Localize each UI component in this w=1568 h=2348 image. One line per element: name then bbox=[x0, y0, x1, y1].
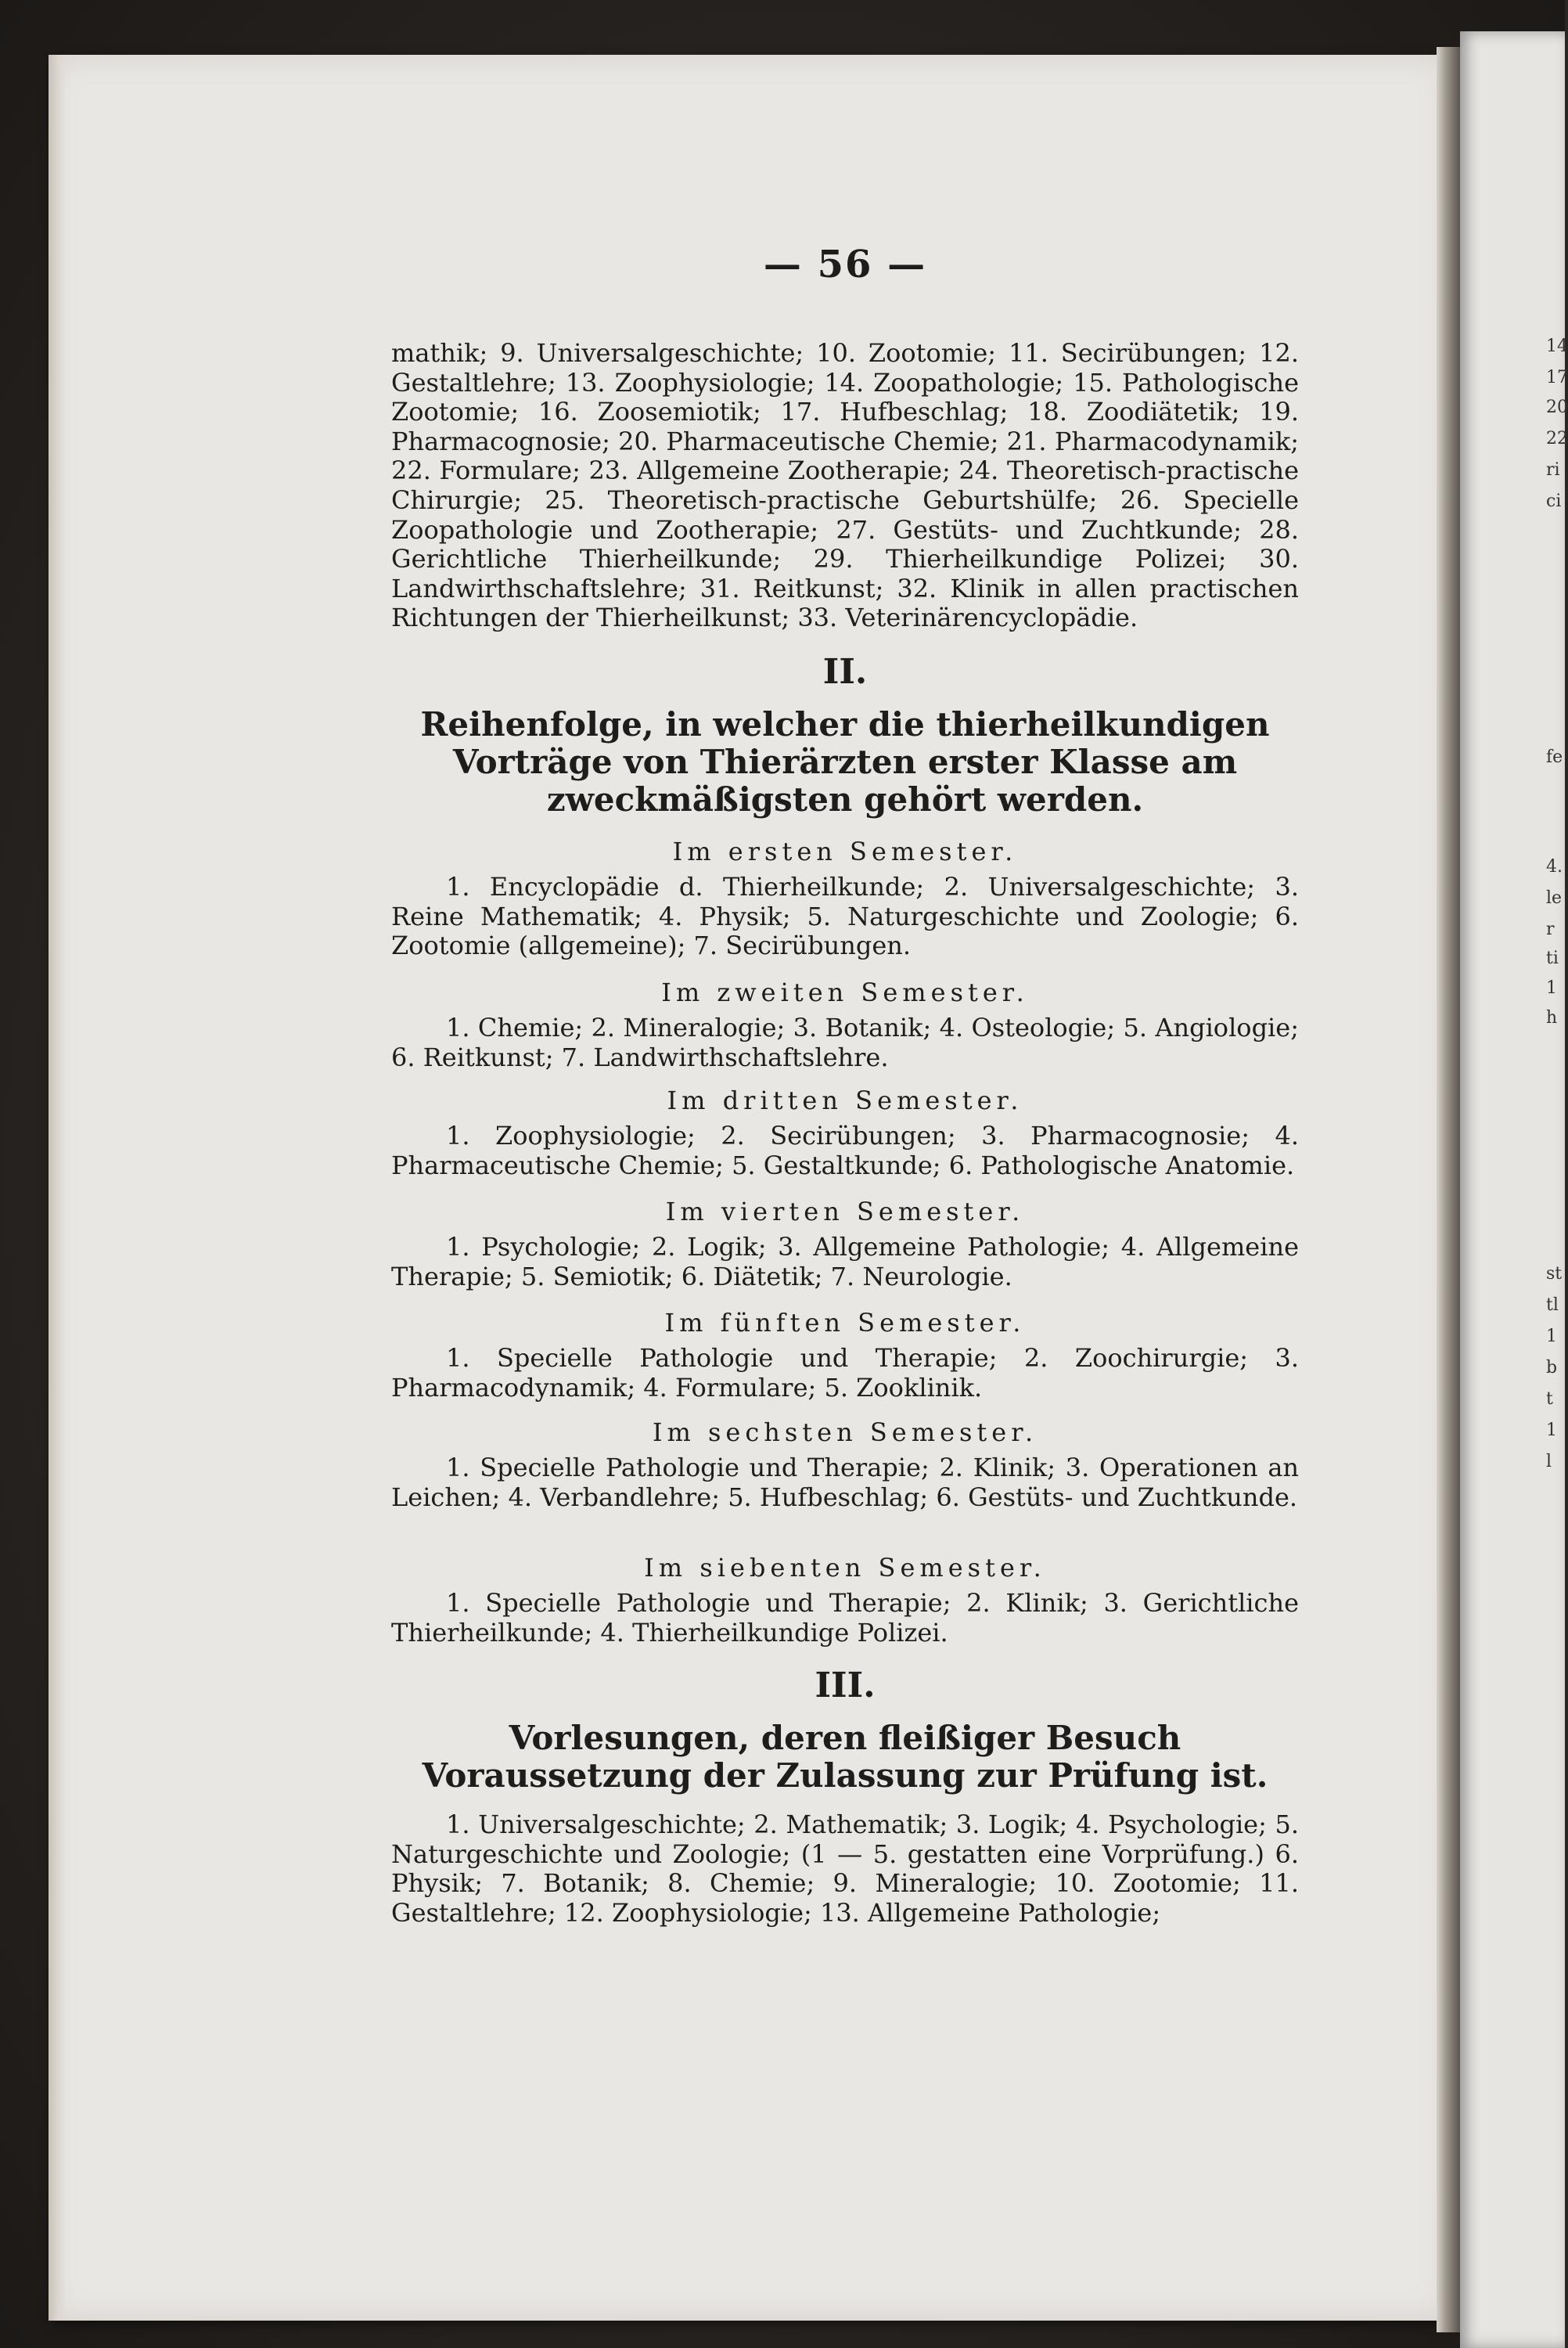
facing-fragment: 20 bbox=[1546, 398, 1568, 417]
facing-fragment: t bbox=[1546, 1389, 1553, 1409]
facing-fragment: 1 bbox=[1546, 1421, 1557, 1440]
page-number: — 56 — bbox=[763, 243, 927, 286]
semester-6-title: Im sechsten Semester. bbox=[652, 1417, 1038, 1447]
facing-fragment: ti bbox=[1546, 949, 1559, 968]
section-iii-numeral: III. bbox=[815, 1666, 876, 1705]
semester-6-courses: 1. Specielle Pathologie und Therapie; 2. Klinik; 3. Operationen an Leichen; 4. Verbandlehre; 5. Hufbeschlag; 6. Gestüts- und Zuchtkunde. bbox=[391, 1453, 1299, 1512]
semester-3-title: Im dritten Semester. bbox=[667, 1086, 1023, 1115]
semester-7-title: Im siebenten Semester. bbox=[644, 1553, 1046, 1583]
page-edge bbox=[49, 55, 66, 2321]
semester-2-courses: 1. Chemie; 2. Mineralogie; 3. Botanik; 4. Osteologie; 5. Angiologie; 6. Reitkunst; 7. Landwirthschaftslehre. bbox=[391, 1013, 1299, 1072]
intro-paragraph: mathik; 9. Universalgeschichte; 10. Zootomie; 11. Secirübungen; 12. Gestaltlehre; 13. Zoophysiologie; 14. Zoopathologie; 15. Pathologische Zootomie; 16. Zoosemiotik; 17. Hufbeschlag; 18. Zoodiätetik; 19. Pharmacognosie; 20. Pharmaceutische Chemie; 21. Pharmacodynamik; 22. Formulare; 23. Allgemeine Zootherapie; 24. Theoretisch-practische Chirurgie; 25. Theoretisch-practische Geburtshülfe; 26. Specielle Zoopathologie und Zootherapie; 27. Gestüts- und Zuchtkunde; 28. Gerichtliche Thierheilkunde; 29. Thierheilkundige Polizei; 30. Landwirthschaftslehre; 31. Reitkunst; 32. Klinik in allen practischen Richtungen der Thierheilkunst; 33. Veterinärencyclopädie. bbox=[391, 338, 1299, 633]
section-iii-courses: 1. Universalgeschichte; 2. Mathematik; 3. Logik; 4. Psychologie; 5. Naturgeschichte und Zoologie; (1 — 5. gestatten eine Vorprüfung.) 6. Physik; 7. Botanik; 8. Chemie; 9. Mineralogie; 10. Zootomie; 11. Gestaltlehre; 12. Zoophysiologie; 13. Allgemeine Pathologie; bbox=[391, 1810, 1299, 1928]
section-iii-heading: Vorlesungen, deren fleißiger Besuch Voraussetzung der Zulassung zur Prüfung ist. bbox=[422, 1719, 1268, 1795]
facing-fragment: ci bbox=[1546, 492, 1562, 511]
semester-1-courses: 1. Encyclopädie d. Thierheilkunde; 2. Universalgeschichte; 3. Reine Mathematik; 4. Physik; 5. Naturgeschichte und Zoologie; 6. Zootomie (allgemeine); 7. Secirübungen. bbox=[391, 872, 1299, 961]
semester-3-courses: 1. Zoophysiologie; 2. Secirübungen; 3. Pharmacognosie; 4. Pharmaceutische Chemie; 5. Gestaltkunde; 6. Pathologische Anatomie. bbox=[391, 1121, 1299, 1180]
facing-fragment: st bbox=[1546, 1264, 1563, 1284]
facing-fragment: ri bbox=[1546, 460, 1560, 480]
facing-fragment: 14 bbox=[1546, 337, 1568, 356]
facing-fragment: le bbox=[1546, 888, 1563, 908]
facing-fragment: r bbox=[1546, 920, 1555, 939]
section-ii-heading: Reihenfolge, in welcher die thierheilkundigen Vorträge von Thierärzten erster Klasse am zweckmäßigsten gehört werden. bbox=[420, 705, 1270, 819]
semester-2-title: Im zweiten Semester. bbox=[661, 978, 1029, 1007]
facing-fragment: 1 bbox=[1546, 978, 1557, 998]
facing-fragment: 1 bbox=[1546, 1327, 1557, 1346]
facing-fragment: 22 bbox=[1546, 429, 1568, 448]
semester-5-title: Im fünften Semester. bbox=[664, 1308, 1026, 1338]
facing-fragment: b bbox=[1546, 1358, 1558, 1377]
section-ii-numeral: II. bbox=[822, 652, 868, 692]
facing-fragment: l bbox=[1546, 1452, 1552, 1471]
facing-fragment: 17 bbox=[1546, 368, 1568, 387]
semester-7-courses: 1. Specielle Pathologie und Therapie; 2. Klinik; 3. Gerichtliche Thierheilkunde; 4. Thierheilkundige Polizei. bbox=[391, 1588, 1299, 1648]
semester-4-courses: 1. Psychologie; 2. Logik; 3. Allgemeine Pathologie; 4. Allgemeine Therapie; 5. Semiotik; 6. Diätetik; 7. Neurologie. bbox=[391, 1232, 1299, 1291]
facing-fragment: h bbox=[1546, 1008, 1558, 1028]
book-gutter bbox=[1437, 47, 1460, 2332]
facing-fragment: fe bbox=[1546, 747, 1563, 767]
semester-5-courses: 1. Specielle Pathologie und Therapie; 2. Zoochirurgie; 3. Pharmacodynamik; 4. Formulare; 5. Zooklinik. bbox=[391, 1343, 1299, 1403]
semester-4-title: Im vierten Semester. bbox=[665, 1197, 1025, 1226]
facing-fragment: 4. bbox=[1546, 857, 1563, 877]
facing-fragment: tl bbox=[1546, 1295, 1559, 1315]
semester-1-title: Im ersten Semester. bbox=[672, 837, 1018, 866]
